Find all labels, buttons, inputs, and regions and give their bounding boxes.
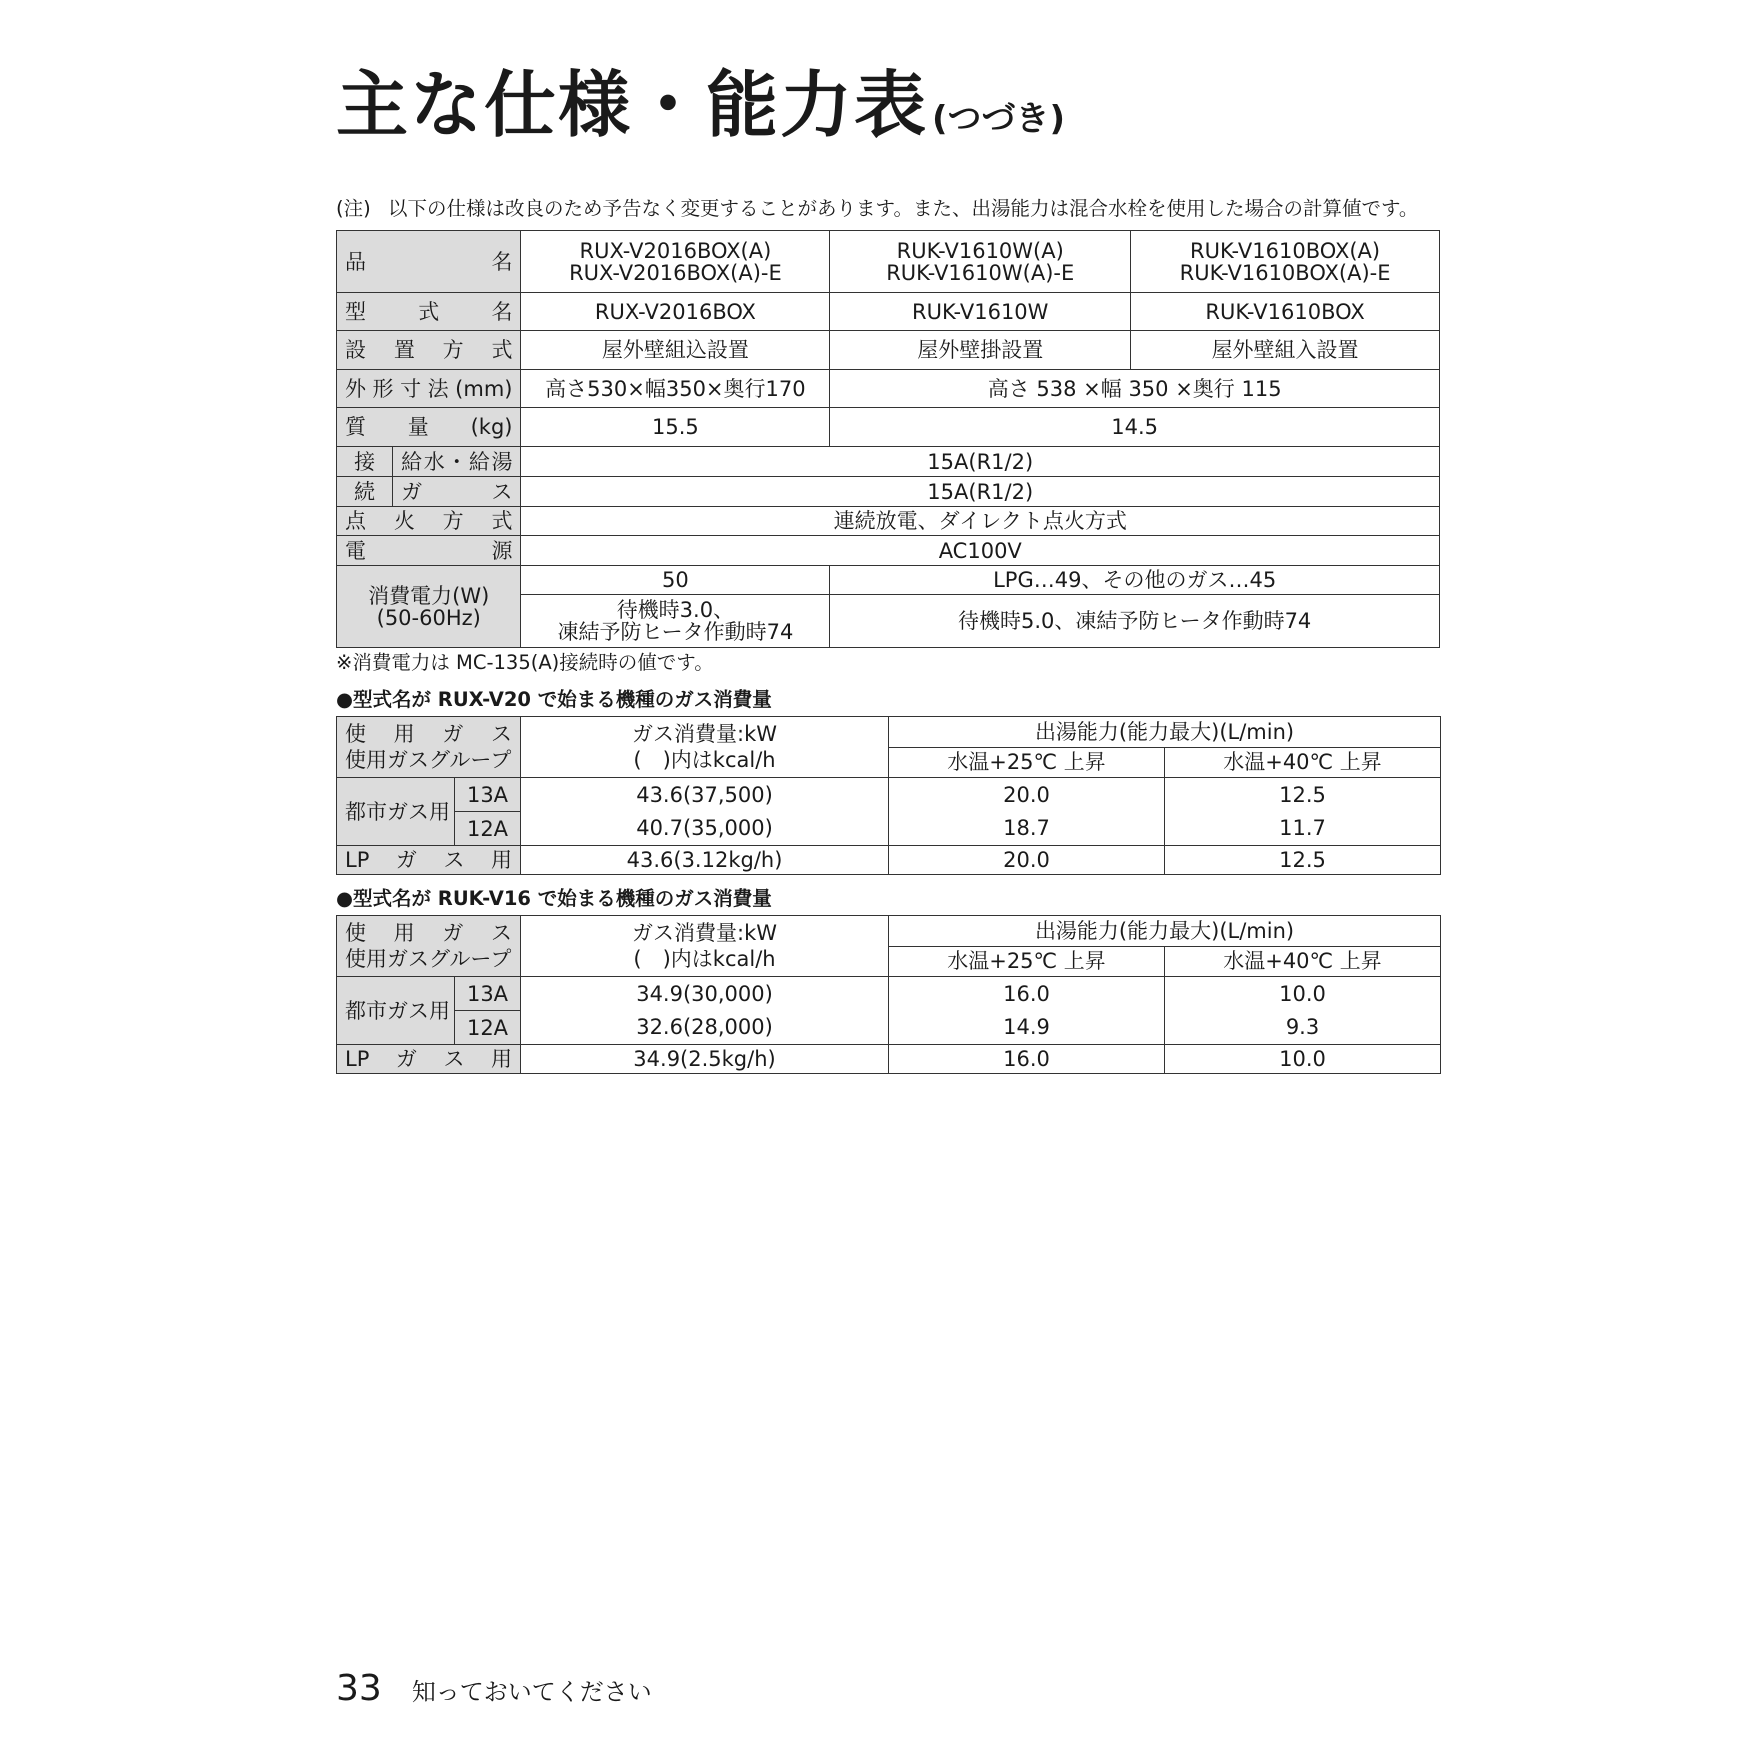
power-label: 電源	[337, 536, 521, 566]
capacity-25-value: 16.0	[889, 1045, 1165, 1074]
dimensions-label: 外形寸法(mm)	[337, 370, 521, 408]
gas-group-13a: 13A	[455, 778, 521, 812]
weight-row	[337, 408, 1440, 447]
ignition-label: 点火方式	[337, 507, 521, 536]
lp-gas-label: LPガス用	[337, 1045, 521, 1074]
gas-group-12a: 12A	[455, 812, 521, 846]
section-title: ●型式名が RUX-V20 で始まる機種のガス消費量	[336, 688, 772, 711]
capacity-40-value: 10.0	[1165, 1045, 1441, 1074]
gas-group-13a: 13A	[455, 977, 521, 1011]
capacity-40-value: 12.5	[1165, 778, 1441, 812]
consumption-label	[337, 566, 521, 648]
power-value: AC100V	[521, 536, 1440, 566]
gas-type-header	[337, 717, 521, 778]
capacity-40-value: 9.3	[1165, 1011, 1441, 1045]
notice-text: 以下の仕様は改良のため予告なく変更することがあります。また、出湯能力は混合水栓を使用した場合の計算値です。	[388, 197, 1419, 220]
water-value: 15A(R1/2)	[521, 447, 1440, 477]
gas-row-lp	[337, 1045, 1441, 1074]
capacity-25-value: 20.0	[889, 778, 1165, 812]
model-value: RUK-V1610BOX	[1131, 293, 1440, 331]
temp-25-header: 水温+25℃ 上昇	[889, 747, 1165, 778]
gas-consumption-value: 34.9(2.5kg/h)	[521, 1045, 889, 1074]
gas-consumption-value: 34.9(30,000)	[521, 977, 889, 1011]
gas-consumption-header	[521, 717, 889, 778]
gas-group-label: 使用ガスグループ	[345, 947, 512, 971]
spec-table	[336, 230, 1440, 648]
install-value: 屋外壁掛設置	[830, 331, 1131, 370]
product-name: RUK-V1610BOX(A)	[1190, 238, 1381, 263]
standby-line: 凍結予防ヒータ作動時74	[557, 620, 794, 644]
page-footer	[336, 1668, 652, 1709]
water-connection-row	[337, 447, 1440, 477]
product-row	[337, 231, 1440, 293]
gas-header-row	[337, 916, 1441, 947]
gas-row-12a	[337, 812, 1441, 846]
gas-label: ガス	[393, 477, 521, 507]
gas-consumption-header	[521, 916, 889, 977]
capacity-40-value: 12.5	[1165, 846, 1441, 875]
gas-row-lp	[337, 846, 1441, 875]
title-main: 主な仕様・能力表	[336, 63, 929, 147]
connection-label-2: 続	[337, 477, 393, 507]
page-title	[336, 60, 1440, 164]
gas-row-13a	[337, 977, 1441, 1011]
gas-row-13a	[337, 778, 1441, 812]
product-name: RUX-V2016BOX(A)	[579, 238, 772, 263]
install-value: 屋外壁組入設置	[1131, 331, 1440, 370]
capacity-40-value: 10.0	[1165, 977, 1441, 1011]
weight-label: 質量(kg)	[337, 408, 521, 447]
consumption-hz: (50-60Hz)	[376, 605, 481, 630]
gas-consumption-value: 43.6(3.12kg/h)	[521, 846, 889, 875]
consumption-unit-label: ガス消費量:kW	[632, 921, 778, 945]
ignition-value: 連続放電、ダイレクト点火方式	[521, 507, 1440, 536]
power-row	[337, 536, 1440, 566]
consumption-value: 50	[521, 566, 830, 595]
dimensions-row	[337, 370, 1440, 408]
model-value: RUK-V1610W	[830, 293, 1131, 331]
temp-40-header: 水温+40℃ 上昇	[1165, 747, 1441, 778]
consumption-row	[337, 566, 1440, 595]
capacity-25-value: 16.0	[889, 977, 1165, 1011]
gas-group-label: 使用ガスグループ	[345, 748, 512, 772]
city-gas-label: 都市ガス用	[337, 778, 455, 846]
section-caption: 知っておいてください	[411, 1678, 652, 1706]
model-value: RUX-V2016BOX	[521, 293, 830, 331]
capacity-25-value: 20.0	[889, 846, 1165, 875]
product-name-e: RUK-V1610BOX(A)-E	[1179, 260, 1391, 285]
product-cell	[1131, 231, 1440, 293]
kcal-note: ( )内はkcal/h	[633, 947, 776, 971]
install-row	[337, 331, 1440, 370]
consumption-unit-label: ガス消費量:kW	[632, 722, 778, 746]
install-value: 屋外壁組込設置	[521, 331, 830, 370]
capacity-25-value: 18.7	[889, 812, 1165, 846]
gas-type-label: 使用ガス	[345, 722, 513, 746]
consumption-value: LPG…49、その他のガス…45	[830, 566, 1440, 595]
gas-group-12a: 12A	[455, 1011, 521, 1045]
product-label: 品 名	[337, 231, 521, 293]
capacity-header: 出湯能力(能力最大)(L/min)	[889, 717, 1441, 748]
kcal-note: ( )内はkcal/h	[633, 748, 776, 772]
consumption-label-text: 消費電力(W)	[368, 583, 490, 608]
capacity-header: 出湯能力(能力最大)(L/min)	[889, 916, 1441, 947]
dimensions-value: 高さ 538 ×幅 350 ×奥行 115	[830, 370, 1440, 408]
temp-25-header: 水温+25℃ 上昇	[889, 946, 1165, 977]
dimensions-value: 高さ530×幅350×奥行170	[521, 370, 830, 408]
gas-consumption-value: 40.7(35,000)	[521, 812, 889, 846]
gas-consumption-value: 43.6(37,500)	[521, 778, 889, 812]
gas-row-12a	[337, 1011, 1441, 1045]
product-name-e: RUX-V2016BOX(A)-E	[569, 260, 782, 285]
gas-header-row	[337, 717, 1441, 748]
gas-type-header	[337, 916, 521, 977]
capacity-40-value: 11.7	[1165, 812, 1441, 846]
connection-label-1: 接	[337, 447, 393, 477]
capacity-25-value: 14.9	[889, 1011, 1165, 1045]
section-title: ●型式名が RUK-V16 で始まる機種のガス消費量	[336, 887, 772, 910]
notice-prefix: (注)	[336, 197, 371, 220]
gas-consumption-table	[336, 716, 1441, 875]
water-label: 給水・給湯	[393, 447, 521, 477]
product-cell	[830, 231, 1131, 293]
gas-value: 15A(R1/2)	[521, 477, 1440, 507]
model-row	[337, 293, 1440, 331]
page-content	[336, 60, 1440, 1074]
gas-connection-row	[337, 477, 1440, 507]
weight-value: 14.5	[830, 408, 1440, 447]
ignition-row	[337, 507, 1440, 536]
gas-type-label: 使用ガス	[345, 921, 513, 945]
gas-consumption-table	[336, 915, 1441, 1074]
standby-line: 待機時3.0、	[616, 598, 735, 622]
gas-consumption-value: 32.6(28,000)	[521, 1011, 889, 1045]
city-gas-label: 都市ガス用	[337, 977, 455, 1045]
lp-gas-label: LPガス用	[337, 846, 521, 875]
weight-value: 15.5	[521, 408, 830, 447]
standby-value	[521, 595, 830, 648]
spec-footnote: ※消費電力は MC-135(A)接続時の値です。	[336, 651, 714, 674]
model-label: 型式名	[337, 293, 521, 331]
product-cell	[521, 231, 830, 293]
page-number: 33	[336, 1668, 382, 1709]
install-label: 設置方式	[337, 331, 521, 370]
product-name-e: RUK-V1610W(A)-E	[886, 260, 1075, 285]
product-name: RUK-V1610W(A)	[896, 238, 1064, 263]
title-sub: (つづき)	[932, 99, 1066, 139]
temp-40-header: 水温+40℃ 上昇	[1165, 946, 1441, 977]
standby-value: 待機時5.0、凍結予防ヒータ作動時74	[830, 595, 1440, 648]
spec-notice	[336, 196, 1440, 222]
